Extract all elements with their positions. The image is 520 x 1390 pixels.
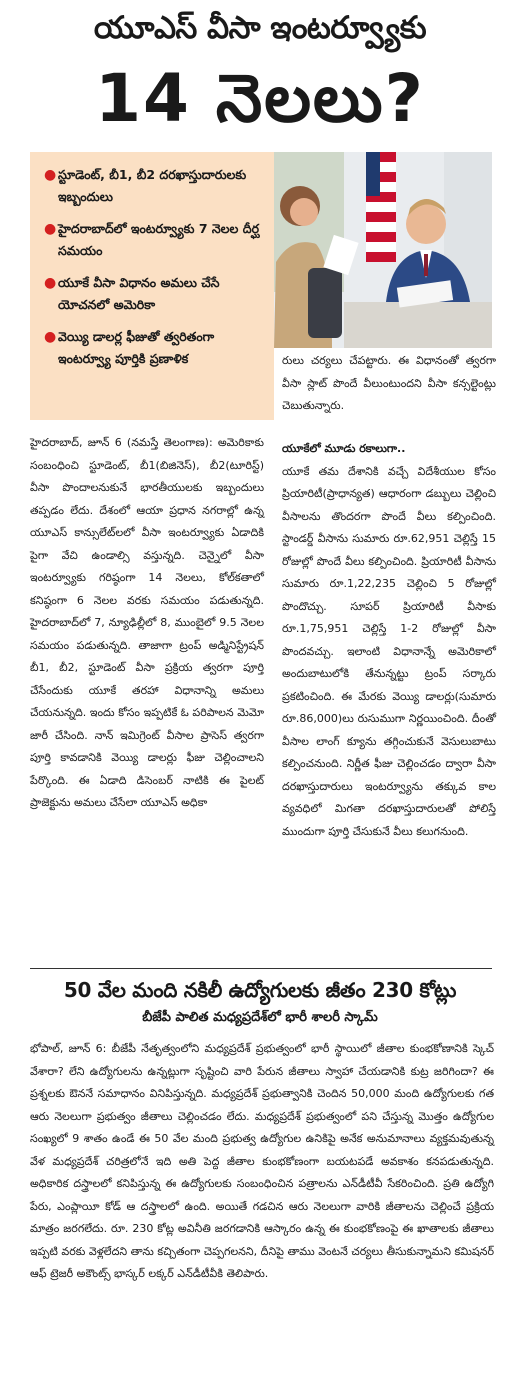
highlight-item: ● వెయ్యి డాలర్ల ఫీజుతో త్వరితంగా ఇంటర్వ్యూ పూర్తికి ప్రణాళిక xyxy=(44,326,266,370)
article1-text-c: యూకే తమ దేశానికి వచ్చే విదేశీయుల కోసం ప్రియారిటీ(ప్రాధాన్యత) ఆధారంగా డబ్బులు చెల్లించి వీసాలను తొందరగా పొందే వీలు కల్పించింది. స్టాండర్డ్ వీసాను సుమారు రూ.62,951 చెల్లిస్తే 15 రోజుల్లో పొందే వీలు కల్పించింది. ప్రియారిటీ వీసాను సుమారు రూ.1,22,235 చెల్లించి 5 రోజుల్లో పొందొచ్చు. సూపర్ ప్రియారిటీ వీసాకు రూ.1,75,951 చెల్లిస్తే 1-2 రోజుల్లో వీసా పొందవచ్చు. ఇలాంటి విధానాన్నే అమెరికాలో అందుబాటులోకి తేనున్నట్టు ట్రంప్ సర్కారు ప్రకటించింది. ఈ మేరకు వెయ్యి డాలర్లు(సుమారు రూ.86,000)లు రుసుముగా నిర్ణయించింది. దీంతో వీసాల లాంగ్ క్యూను తగ్గించుకునే వెసులుబాటు కల్పించనుంది. నిర్ణీత ఫీజు చెల్లించడం ద్వారా వీసా దరఖాస్తుదారులు ఇంటర్వ్యూను తక్కువ కాల వ్యవధిలో మిగతా దరఖాస్తుదారులతో పోలిస్తే ముందుగా పూర్తి చేసుకునే వీలు కలుగనుంది. xyxy=(282,464,496,838)
article1-column-right xyxy=(282,438,496,843)
headline-line2: 14 నెలలు? xyxy=(95,60,425,137)
bullet-icon: ● xyxy=(44,167,57,183)
article1-text-a: హైదరాబాద్, జూన్ 6 (నమస్తే తెలంగాణ): అమెరికాకు సంబంధించి స్టూడెంట్, బీ1(బిజినెస్), బీ2(టూరిస్ట్) వీసా పొందాలనుకునే భారతీయులకు ఇబ్బందులు తప్పడం లేదు. దేశంలో ఆయా ప్రధాన నగరాల్లో ఉన్న యూఎస్ కాన్సులేట్‌లలో వీసా ఇంటర్వ్యూకు ఏడాదికి పైగా వేచి ఉండాల్సి వస్తున్నది. చెన్నైలో వీసా ఇంటర్వ్యూకు గరిష్ఠంగా 14 నెలలు, కోల్‌కతాలో కనిష్ఠంగా 6 నెలల వరకు సమయం పడుతున్నది. హైదరాబాద్‌లో 7, న్యూఢిల్లీలో 8, ముంబైలో 9.5 నెలల సమయం పడుతున్నది. తాజాగా ట్రంప్ అడ్మినిస్ట్రేషన్ బీ1, బీ2, స్టూడెంట్ వీసా ప్రక్రియ త్వరగా పూర్తి చేసేందుకు యూకే తరహా విధానాన్ని అమలు చేయనున్నది. ఇందు కోసం ఇప్పటికే ఓ పరిపాలన మెమో జారీ చేసింది. నాన్ ఇమిగ్రెంట్ వీసాల ప్రాసెస్ త్వరగా పూర్తి కావడానికి వెయ్యి డాలర్లు ఫీజు చెల్లించాలని పేర్కొంది. ఈ ఏడాది డిసెంబర్ నాటికి ఈ పైలట్ ప్రాజెక్టును అమలు చేసేలా యూఎస్ అధికా xyxy=(30,436,264,809)
headline-line1: యూఎస్ వీసా ఇంటర్వ్యూకు xyxy=(93,10,427,46)
article2-body: భోపాల్, జూన్ 6: బీజేపీ నేతృత్వంలోని మధ్యప్రదేశ్ ప్రభుత్వంలో భారీ స్థాయిలో జీతాల కుంభకోణానికి స్కెచ్ వేశారా? లేని ఉద్యోగులను ఉన్నట్లుగా సృష్టించి వారి పేరున జీతాలు స్వాహా చేయడానికి కుట్ర జరిగిందా? ఈ ప్రశ్నలకు ఔననే సమాధానం వినిపిస్తున్నది. మధ్యప్రదేశ్ ప్రభుత్వానికి చెందిన 50,000 మంది ఉద్యోగులకు గత ఆరు నెలలుగా ప్రభుత్వం జీతాలు చెల్లించడం లేదు. మధ్యప్రదేశ్ ప్రభుత్వంలో పని చేస్తున్న మొత్తం ఉద్యోగుల సంఖ్యలో 9 శాతం ఉండే ఈ 50 వేల మంది ప్రభుత్వ ఉద్యోగుల ఉనికిపై అనేక అనుమానాలు వ్యక్తమవుతున్న వేళ మధ్యప్రదేశ్ చరిత్రలోనే ఇది అతి పెద్ద జీతాల కుంభకోణంగా బయటపడే అవకాశం కనపడుతున్నది. అధికారిక దస్త్రాలలో కనిపిస్తున్న ఈ ఉద్యోగులకు సంబంధించిన పత్రాలను ఎన్‌డీటీవీ సేకరించింది. ప్రతి ఉద్యోగి పేరు, ఎంప్లాయీ కోడ్ ఆ దస్త్రాలలో ఉంది. అయితే గడచిన ఆరు నెలలుగా వారికి జీతాలను చెల్లించే ప్రక్రియ మాత్రం జరగలేదు. రూ. 230 కోట్ల అవినీతి జరగడానికి ఆస్కారం ఉన్న ఈ కుంభకోణంపై ఈ ఖాతాలకు జీతాలు ఇప్పటి వరకు వెళ్లలేదని తాను కచ్చితంగా చెప్పగలనని, దీనిపై తాము వెంటనే చర్యలు తీసుకున్నామని కమిషనర్ ఆఫ్ ట్రెజరీ అకౌంట్స్ భాస్కర్ లక్కర్ ఎన్‌డీటీవీకి తెలిపారు. xyxy=(30,1042,494,1280)
article1-subhead: యూకేలో మూడు రకాలుగా.. xyxy=(282,442,406,455)
article2-subheadline: బీజేపీ పాలిత మధ్యప్రదేశ్‌లో భారీ శాలరీ స్కామ్ xyxy=(142,1010,378,1025)
visa-interview-photo xyxy=(274,152,492,348)
article1-column-right-top xyxy=(282,350,496,418)
article2-headline: 50 వేల మంది నకిలీ ఉద్యోగులకు జీతం 230 కోట్లు xyxy=(63,978,457,1002)
bullet-icon: ● xyxy=(44,221,57,237)
highlight-item: ● హైదరాబాద్‌లో ఇంటర్వ్యూకు 7 నెలల దీర్ఘ సమయం xyxy=(44,218,266,262)
article2-column xyxy=(30,1038,494,1286)
bullet-icon: ● xyxy=(44,275,57,291)
article1-text-b: రులు చర్యలు చేపట్టారు. ఈ విధానంతో త్వరగా వీసా స్లాట్ పొందే వీలుంటుందని వీసా కన్సల్టెంట్లు చెబుతున్నారు. xyxy=(282,354,496,412)
highlights-box xyxy=(30,152,274,420)
highlight-item: ● స్టూడెంట్, బీ1, బీ2 దరఖాస్తుదారులకు ఇబ్బందులు xyxy=(44,164,266,208)
news-photo xyxy=(274,152,492,348)
section-divider xyxy=(30,968,492,969)
article1-column-left xyxy=(30,432,264,815)
bullet-icon: ● xyxy=(44,329,57,345)
highlight-item: ● యూకే వీసా విధానం అమలు చేసే యోచనలో అమెరికా xyxy=(44,272,266,316)
highlights-list xyxy=(44,164,266,370)
